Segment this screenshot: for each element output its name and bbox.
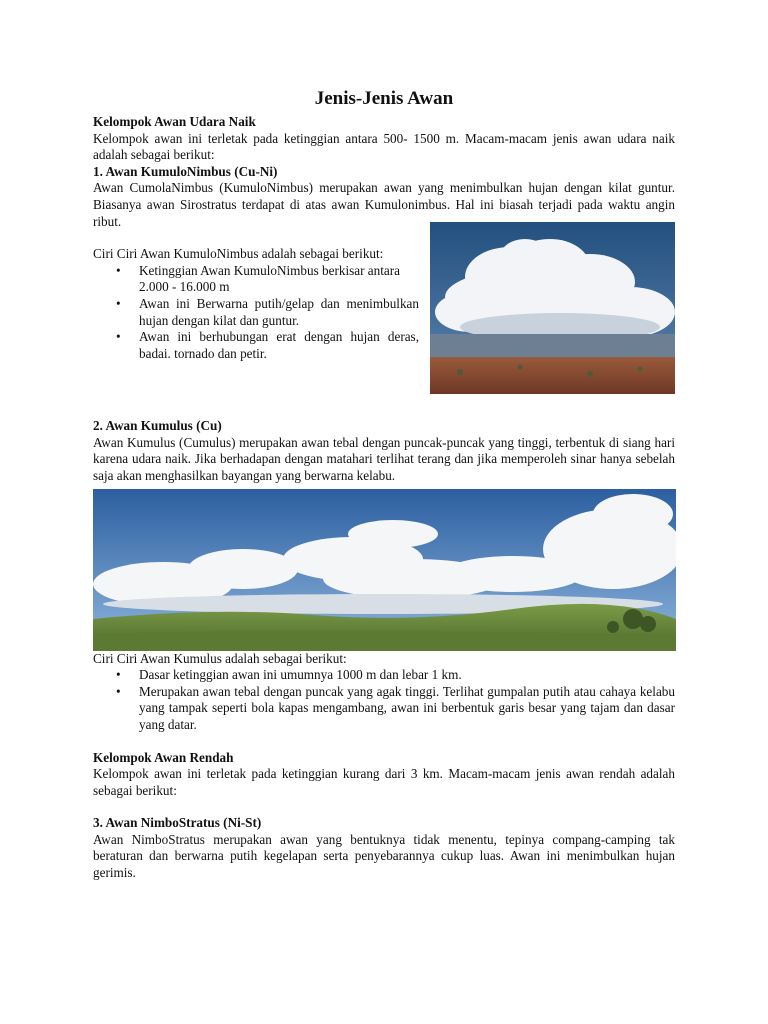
- cumulonimbus-description: Awan CumolaNimbus (KumuloNimbus) merupakan awan yang menimbulkan hujan dengan kilat guntur. Biasanya awan Sirostratus terdapat di atas awan Kumulonimbus. Hal ini biasah terjadi pada waktu angin ribut.: [93, 180, 675, 229]
- section-heading-updraft-clouds: Kelompok Awan Udara Naik: [93, 114, 256, 129]
- document-page: [93, 88, 675, 882]
- cumulus-traits-intro: Ciri Ciri Awan Kumulus adalah sebagai berikut:: [93, 650, 347, 666]
- nimbostratus-heading: 3. Awan NimboStratus (Ni-St): [93, 815, 262, 831]
- cumulonimbus-photo: [430, 222, 675, 394]
- section-intro-updraft: Kelompok awan ini terletak pada ketinggian antara 500- 1500 m. Macam-macam jenis awan udara naik adalah sebagai berikut:: [93, 130, 675, 163]
- list-item: • Dasar ketinggian awan ini umumnya 1000 m dan lebar 1 km.: [139, 667, 675, 684]
- nimbostratus-description: Awan NimboStratus merupakan awan yang bentuknya tidak menentu, tepinya compang-camping tak beraturan dan berwarna putih kegelapan serta penyebarannya cukup luas. Awan ini menimbulkan hujan gerimis.: [93, 831, 675, 881]
- cumulus-trait-list: [93, 667, 675, 733]
- list-item: • Awan ini berhubungan erat dengan hujan deras, badai. tornado dan petir.: [139, 329, 419, 362]
- list-item: • Ketinggian Awan KumuloNimbus berkisar antara 2.000 - 16.000 m: [139, 263, 419, 296]
- cumulus-panorama-photo: [93, 489, 676, 651]
- cumulonimbus-traits: [93, 246, 419, 394]
- cumulus-description: Awan Kumulus (Cumulus) merupakan awan tebal dengan puncak-puncak yang tinggi, terbentuk di siang hari karena udara naik. Jika berhadapan dengan matahari terlihat terang dan jika memperoleh sinar hanya sebelah saja akan menghasilkan bayangan yang berwarna kelabu.: [93, 434, 675, 483]
- section-heading-low-clouds: Kelompok Awan Rendah: [93, 749, 234, 765]
- cumulonimbus-row: [93, 246, 675, 394]
- list-item: • Merupakan awan tebal dengan puncak yang agak tinggi. Terlihat gumpalan putih atau cahaya kelabu yang tampak seperti bola kapas mengambang, awan ini berbentuk garis besar yang tajam dan dasar yang datar.: [139, 684, 675, 734]
- list-item: • Awan ini Berwarna putih/gelap dan menimbulkan hujan dengan kilat dan guntur.: [139, 296, 419, 329]
- cumulonimbus-trait-list: [93, 263, 419, 363]
- cumulonimbus-traits-intro: Ciri Ciri Awan KumuloNimbus adalah sebagai berikut:: [93, 246, 384, 262]
- cumulonimbus-heading: 1. Awan KumuloNimbus (Cu-Ni): [93, 163, 278, 179]
- page-title: Jenis-Jenis Awan: [314, 88, 454, 109]
- section-intro-low: Kelompok awan ini terletak pada ketinggian kurang dari 3 km. Macam-macam jenis awan rendah adalah sebagai berikut:: [93, 766, 675, 798]
- cumulus-heading: 2. Awan Kumulus (Cu): [93, 418, 222, 434]
